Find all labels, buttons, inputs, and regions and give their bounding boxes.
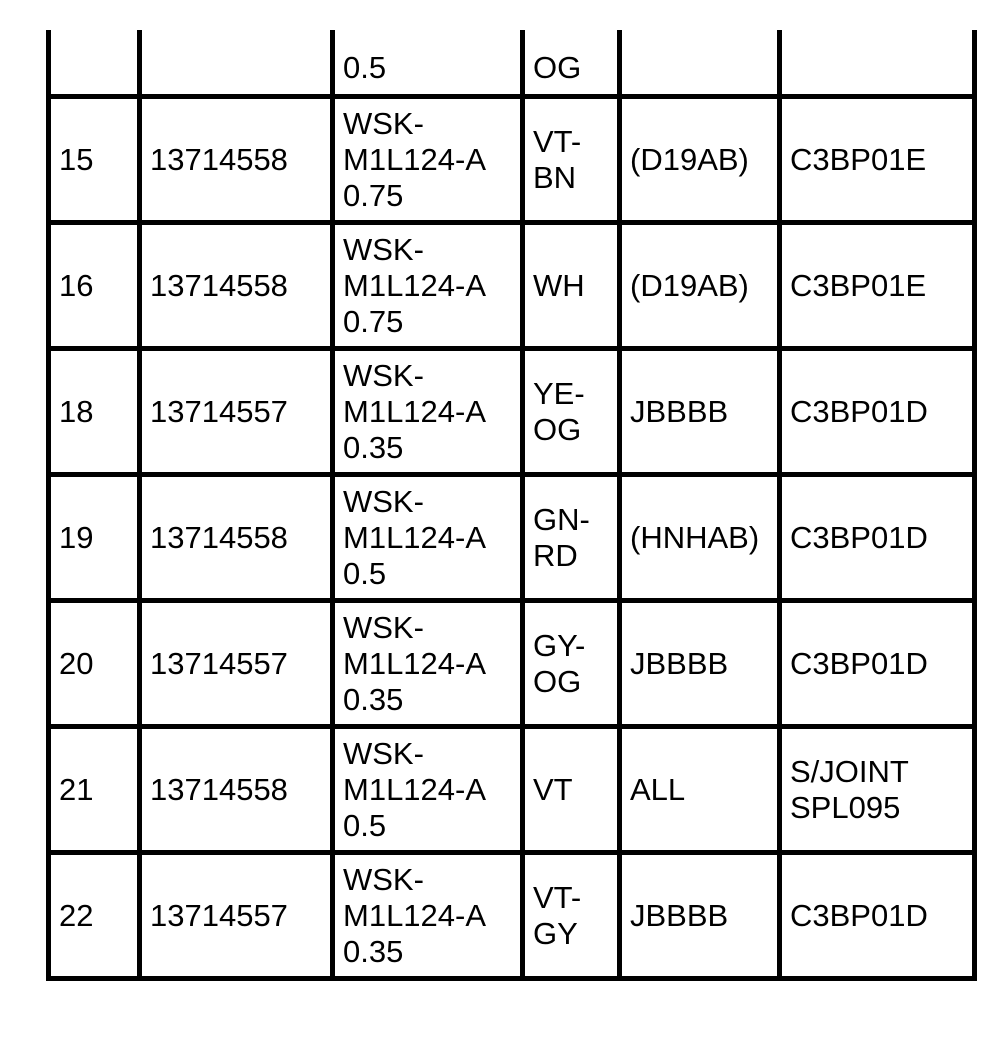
cell-option: JBBBB	[620, 349, 780, 475]
cell-part-number: 13714558	[140, 223, 333, 349]
cell-wire-spec: 0.5	[333, 30, 523, 97]
cell-connector	[780, 30, 975, 97]
table-row	[49, 97, 975, 223]
cell-color: WH	[523, 223, 620, 349]
cell-wire-spec: WSK- M1L124-A 0.35	[333, 601, 523, 727]
cell-color: VT	[523, 727, 620, 853]
cell-color: GN- RD	[523, 475, 620, 601]
cell-option	[620, 30, 780, 97]
cell-option: ALL	[620, 727, 780, 853]
cell-part-number: 13714557	[140, 601, 333, 727]
cell-color: VT- BN	[523, 97, 620, 223]
cell-connector: C3BP01E	[780, 97, 975, 223]
cell-pin: 22	[49, 853, 140, 979]
cell-pin	[49, 30, 140, 97]
table-row	[49, 601, 975, 727]
cell-option: (D19AB)	[620, 97, 780, 223]
cell-pin: 18	[49, 349, 140, 475]
table-row	[49, 349, 975, 475]
cell-connector: C3BP01D	[780, 349, 975, 475]
cell-part-number: 13714558	[140, 727, 333, 853]
wiring-table	[46, 30, 977, 981]
table-row-continued	[49, 30, 975, 97]
cell-pin: 20	[49, 601, 140, 727]
cell-pin: 16	[49, 223, 140, 349]
cell-connector: S/JOINT SPL095	[780, 727, 975, 853]
cell-wire-spec: WSK- M1L124-A 0.5	[333, 727, 523, 853]
cell-wire-spec: WSK- M1L124-A 0.35	[333, 853, 523, 979]
cell-part-number: 13714557	[140, 349, 333, 475]
cell-wire-spec: WSK- M1L124-A 0.5	[333, 475, 523, 601]
cell-part-number	[140, 30, 333, 97]
cell-connector: C3BP01D	[780, 475, 975, 601]
cell-connector: C3BP01D	[780, 601, 975, 727]
cell-option: (HNHAB)	[620, 475, 780, 601]
table-row	[49, 853, 975, 979]
cell-option: JBBBB	[620, 601, 780, 727]
table-row	[49, 223, 975, 349]
cell-wire-spec: WSK- M1L124-A 0.75	[333, 223, 523, 349]
cell-pin: 15	[49, 97, 140, 223]
cell-wire-spec: WSK- M1L124-A 0.35	[333, 349, 523, 475]
cell-part-number: 13714558	[140, 475, 333, 601]
cell-color: GY- OG	[523, 601, 620, 727]
cell-wire-spec: WSK- M1L124-A 0.75	[333, 97, 523, 223]
cell-pin: 19	[49, 475, 140, 601]
table-row	[49, 727, 975, 853]
table-row	[49, 475, 975, 601]
cell-color: YE- OG	[523, 349, 620, 475]
cell-option: (D19AB)	[620, 223, 780, 349]
cell-connector: C3BP01E	[780, 223, 975, 349]
cell-option: JBBBB	[620, 853, 780, 979]
cell-connector: C3BP01D	[780, 853, 975, 979]
cell-part-number: 13714557	[140, 853, 333, 979]
cell-color: VT- GY	[523, 853, 620, 979]
cell-color: OG	[523, 30, 620, 97]
cell-part-number: 13714558	[140, 97, 333, 223]
cell-pin: 21	[49, 727, 140, 853]
